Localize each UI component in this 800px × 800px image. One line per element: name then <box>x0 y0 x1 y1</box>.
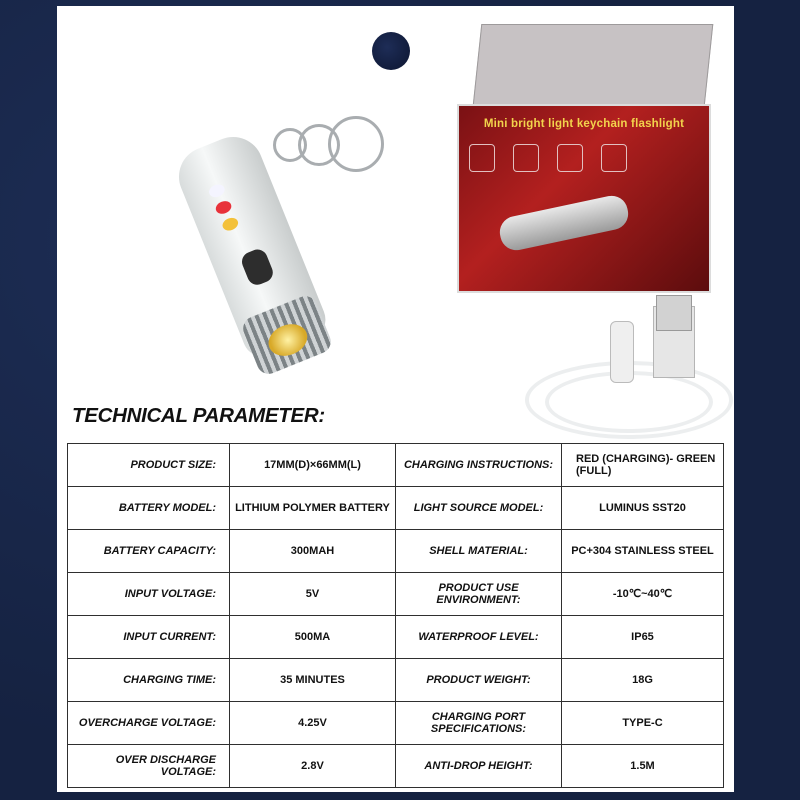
led-yellow <box>221 216 240 233</box>
spec-label: LIGHT SOURCE MODEL: <box>396 487 562 530</box>
spec-value: 5V <box>230 573 396 616</box>
spec-label: CHARGING PORT SPECIFICATIONS: <box>396 702 562 745</box>
spec-row <box>68 444 724 487</box>
spec-value: 17MM(D)×66MM(L) <box>230 444 396 487</box>
flashlight-photo <box>123 106 443 406</box>
spec-value: 4.25V <box>230 702 396 745</box>
spec-row <box>68 487 724 530</box>
package-title: Mini bright light keychain flashlight <box>483 118 685 130</box>
spec-label: PRODUCT WEIGHT: <box>396 659 562 702</box>
spec-value: LUMINUS SST20 <box>562 487 724 530</box>
flashlight-icon <box>469 144 495 172</box>
spec-value: -10℃~40℃ <box>562 573 724 616</box>
usb-cable-photo <box>525 301 733 431</box>
package-box-front <box>457 104 711 293</box>
spec-label: CHARGING TIME: <box>68 659 230 702</box>
battery-icon <box>513 144 539 172</box>
hang-hole <box>372 32 410 70</box>
spec-table <box>67 443 724 788</box>
spec-value: 300MAH <box>230 530 396 573</box>
spec-label: PRODUCT USE ENVIRONMENT: <box>396 573 562 616</box>
spec-label: BATTERY MODEL: <box>68 487 230 530</box>
spec-value: IP65 <box>562 616 724 659</box>
spec-value: PC+304 STAINLESS STEEL <box>562 530 724 573</box>
spec-row <box>68 745 724 788</box>
spec-label: CHARGING INSTRUCTIONS: <box>396 444 562 487</box>
spec-label: PRODUCT SIZE: <box>68 444 230 487</box>
usb-a-plug <box>656 295 692 331</box>
spec-label: SHELL MATERIAL: <box>396 530 562 573</box>
led-red <box>214 199 233 216</box>
spec-value: TYPE-C <box>562 702 724 745</box>
spec-value: 500MA <box>230 616 396 659</box>
spec-value: LITHIUM POLYMER BATTERY <box>230 487 396 530</box>
package-flashlight-image <box>497 193 631 253</box>
power-button-icon <box>239 247 276 288</box>
spec-row <box>68 530 724 573</box>
spec-value: 35 MINUTES <box>230 659 396 702</box>
package-box-photo <box>455 24 711 289</box>
package-icons <box>469 144 627 172</box>
section-heading: TECHNICAL PARAMETER: <box>72 404 325 427</box>
type-c-connector <box>610 321 634 383</box>
spec-label: INPUT CURRENT: <box>68 616 230 659</box>
spec-row <box>68 573 724 616</box>
spec-label: OVERCHARGE VOLTAGE: <box>68 702 230 745</box>
spec-value: 18G <box>562 659 724 702</box>
spec-value: 2.8V <box>230 745 396 788</box>
spec-label: ANTI-DROP HEIGHT: <box>396 745 562 788</box>
package-box-lid <box>473 24 714 106</box>
led-white <box>207 182 226 199</box>
spec-value: RED (CHARGING)- GREEN (FULL) <box>562 444 724 487</box>
spec-row <box>68 659 724 702</box>
usb-icon <box>601 144 627 172</box>
mode-icon <box>557 144 583 172</box>
spec-row <box>68 616 724 659</box>
spec-label: INPUT VOLTAGE: <box>68 573 230 616</box>
spec-value: 1.5M <box>562 745 724 788</box>
spec-row <box>68 702 724 745</box>
keyring <box>328 116 384 172</box>
spec-label: WATERPROOF LEVEL: <box>396 616 562 659</box>
spec-label: BATTERY CAPACITY: <box>68 530 230 573</box>
spec-label: OVER DISCHARGE VOLTAGE: <box>68 745 230 788</box>
